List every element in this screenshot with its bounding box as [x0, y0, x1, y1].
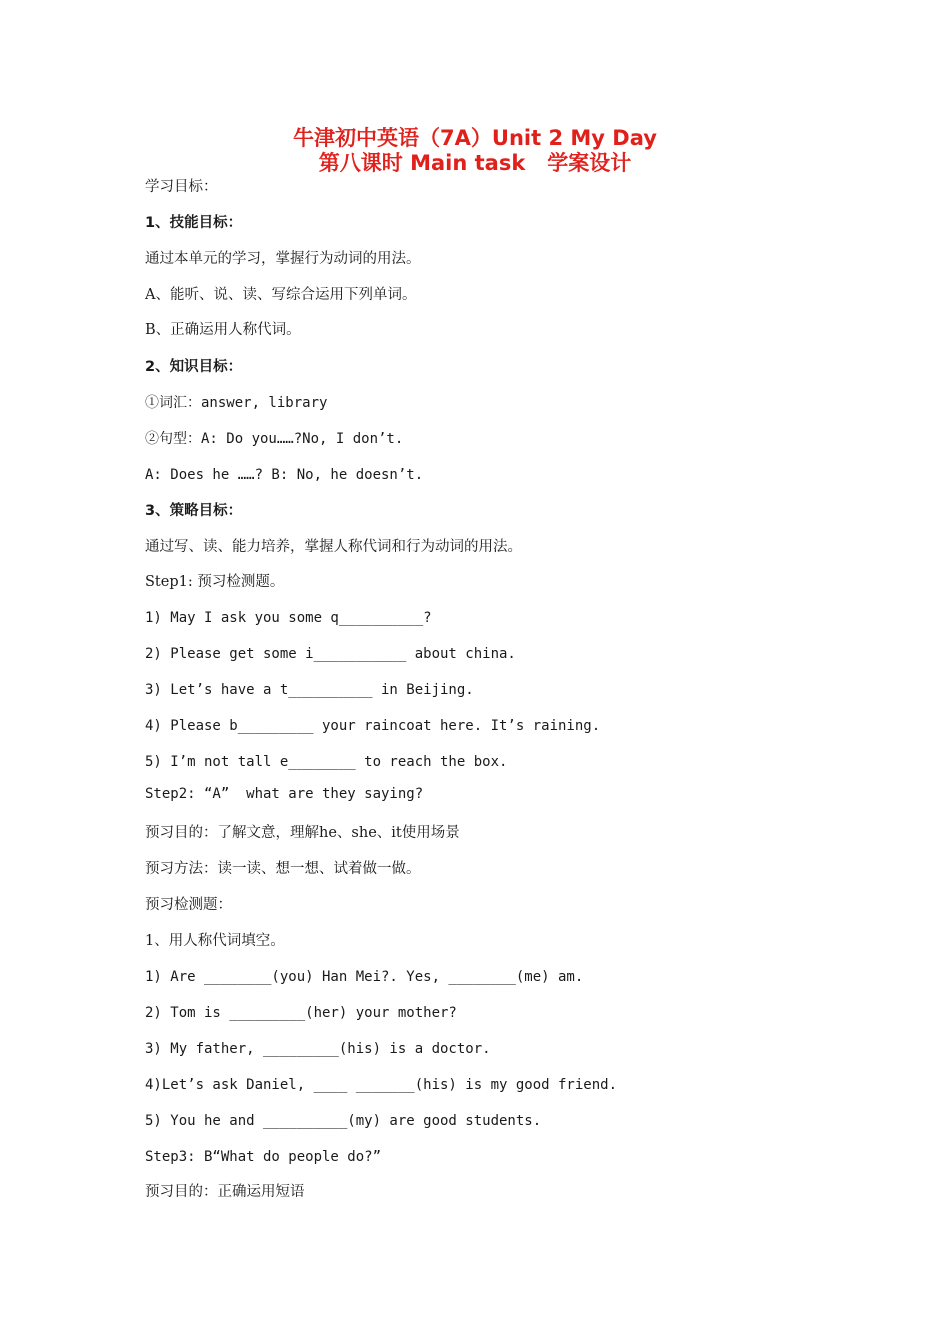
step3-purpose: 预习目的：正确运用短语: [145, 1184, 305, 1200]
preview-test-heading: 预习检测题：: [145, 897, 232, 913]
document-title-line-2: 第八课时 Main task 学案设计: [318, 151, 632, 175]
pronoun-exercise-item: 4)Let’s ask Daniel, ____ _______(his) is my good friend.: [145, 1077, 618, 1093]
step3-heading: Step3: B“What do people do?”: [145, 1149, 382, 1165]
exercise-item: 5) I’m not tall e________ to reach the box.: [145, 754, 508, 770]
pronoun-exercise-item: 3) My father, _________(his) is a doctor.: [145, 1041, 491, 1057]
skill-goal-text: 通过本单元的学习，掌握行为动词的用法。: [145, 251, 421, 267]
exercise-item: 3) Let’s have a t__________ in Beijing.: [145, 682, 474, 698]
document-title-line-1: 牛津初中英语（7A）Unit 2 My Day: [293, 126, 657, 150]
strategy-goals-heading: 3、策略目标：: [145, 503, 243, 519]
exercise-item: 1) May I ask you some q__________?: [145, 610, 432, 626]
exercise-item: 2) Please get some i___________ about china.: [145, 646, 516, 662]
strategy-goal-text: 通过写、读、能力培养，掌握人称代词和行为动词的用法。: [145, 539, 522, 555]
skill-goals-heading: 1、技能目标：: [145, 215, 243, 231]
step1-heading: Step1: 预习检测题。: [145, 574, 285, 590]
preview-method: 预习方法：读一读、想一想、试着做一做。: [145, 861, 421, 877]
sentence-pattern-line-2: A: Does he ……? B: No, he doesn’t.: [145, 467, 424, 483]
pronoun-exercise-item: 1) Are ________(you) Han Mei?. Yes, ________(me) am.: [145, 969, 584, 985]
skill-goal-a: A、能听、说、读、写综合运用下列单词。: [145, 287, 417, 303]
skill-goal-b: B、正确运用人称代词。: [145, 322, 301, 338]
knowledge-goals-heading: 2、知识目标：: [145, 359, 243, 375]
sentence-pattern-line: ②句型：A: Do you……?No, I don’t.: [145, 431, 404, 447]
preview-purpose: 预习目的：了解文意，理解he、she、it使用场景: [145, 825, 460, 841]
step2-heading: Step2: “A” what are they saying?: [145, 786, 424, 802]
pronoun-exercise-item: 5) You he and __________(my) are good students.: [145, 1113, 542, 1129]
pronoun-exercise-heading: 1、用人称代词填空。: [145, 933, 285, 949]
pronoun-exercise-item: 2) Tom is _________(her) your mother?: [145, 1005, 457, 1021]
learning-goals-heading: 学习目标：: [145, 179, 218, 195]
vocabulary-line: ①词汇：answer, library: [145, 395, 328, 411]
exercise-item: 4) Please b_________ your raincoat here. It’s raining.: [145, 718, 601, 734]
